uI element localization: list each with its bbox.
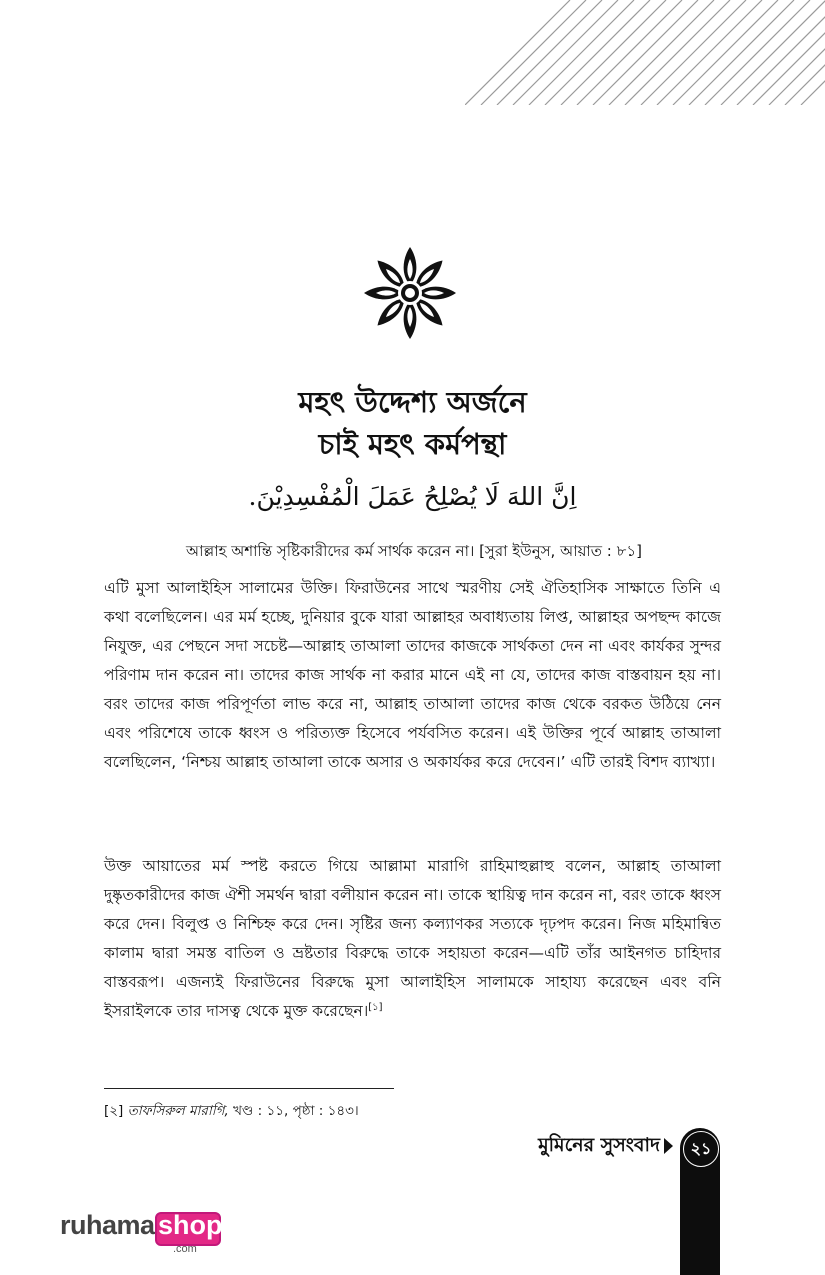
body-paragraph-2-text: উক্ত আয়াতের মর্ম স্পষ্ট করতে গিয়ে আল্লামা মারাগি রাহিমাহুল্লাহু বলেন, আল্লাহ তাআলা দুষ্কৃতকারীদের কাজ ঐশী সমর্থন দ্বারা বলীয়ান করেন না। তাকে স্থায়িত্ব দান করেন না, বরং তাকে ধ্বংস করে দেন। বিলুপ্ত ও নিশ্চিহ্ন করে দেন। সৃষ্টির জন্য কল্যাণকর সত্যকে দৃঢ়পদ করেন। নিজ মহিমান্বিত কালাম দ্বারা সমস্ত বাতিল ও ভ্রষ্টতার বিরুদ্ধে তাকে সহায়তা করেন—এটি তাঁর আইনগত চাহিদার বাস্তবরূপ। এজন্যই ফিরাউনের বিরুদ্ধে মুসা আলাইহিস সালামকে সাহায্য করেছেন এবং বনি ইসরাইলকে তার দাসত্ব থেকে মুক্ত করেছেন। [104,857,721,1020]
corner-hatching-decoration [465,0,825,105]
quran-verse-arabic: اِنَّ اللهَ لَا يُصْلِحُ عَمَلَ الْمُفْسِدِيْنَ. [248,482,577,511]
footnote-divider [104,1088,394,1089]
footnote [104,1100,624,1123]
chapter-title-line-1: মহৎ উদ্দেশ্য অর্জনে [298,385,527,419]
footnote-detail: খণ্ড : ১১, পৃষ্ঠা : ১৪৩। [233,1103,359,1119]
watermark-brand-left: ruhama [60,1210,155,1240]
body-paragraph-2 [104,852,721,1026]
decorative-flower-icon [362,245,458,341]
footnote-marker: [২] [104,1103,124,1119]
triangle-arrow-icon [664,1138,673,1154]
page-number: ২১ [683,1131,719,1167]
verse-translation: আল্লাহ অশান্তি সৃষ্টিকারীদের কর্ম সার্থক করেন না। [সুরা ইউনুস, আয়াত : ৮১] [186,542,642,560]
watermark-brand-right: shop [158,1210,223,1240]
body-paragraph-1: এটি মুসা আলাইহিস সালামের উক্তি। ফিরাউনের সাথে স্মরণীয় সেই ঐতিহাসিক সাক্ষাতে তিনি এ কথা বলেছিলেন। এর মর্ম হচ্ছে, দুনিয়ার বুকে যারা আল্লাহর অবাধ্যতায় লিপ্ত, আল্লাহর অপছন্দ কাজে নিযুক্ত, এর পেছনে সদা সচেষ্ট—আল্লাহ তাআলা তাদের কাজকে সার্থকতা দেন না এবং কার্যকর সুন্দর পরিণাম দান করেন না। তাদের কাজ সার্থক না করার মানে এই না যে, তাদের কাজ বাস্তবায়ন হয় না। বরং তাদের কাজ পরিপূর্ণতা লাভ করে না, আল্লাহ তাআলা তাদের কাজ থেকে বরকত উঠিয়ে নেন এবং পরিশেষে তাকে ধ্বংস ও পরিত্যক্ত হিসেবে পর্যবসিত করেন। এই উক্তির পূর্বে আল্লাহ তাআলা বলেছিলেন, ‘নিশ্চয় আল্লাহ তাআলা তাকে অসার ও অকার্যকর করে দেবেন।’ এটি তারই বিশদ ব্যাখ্যা। [104,579,721,771]
hatching-svg [465,0,825,105]
chapter-title-line-2: চাই মহৎ কর্মপন্থা [318,427,507,461]
footnote-book-title: তাফসিরুল মারাগি, [127,1103,229,1119]
running-footer-book-title: মুমিনের সুসংবাদ [538,1134,660,1156]
footnote-reference: [১] [368,1001,383,1013]
watermark-domain: .com [173,1243,197,1255]
